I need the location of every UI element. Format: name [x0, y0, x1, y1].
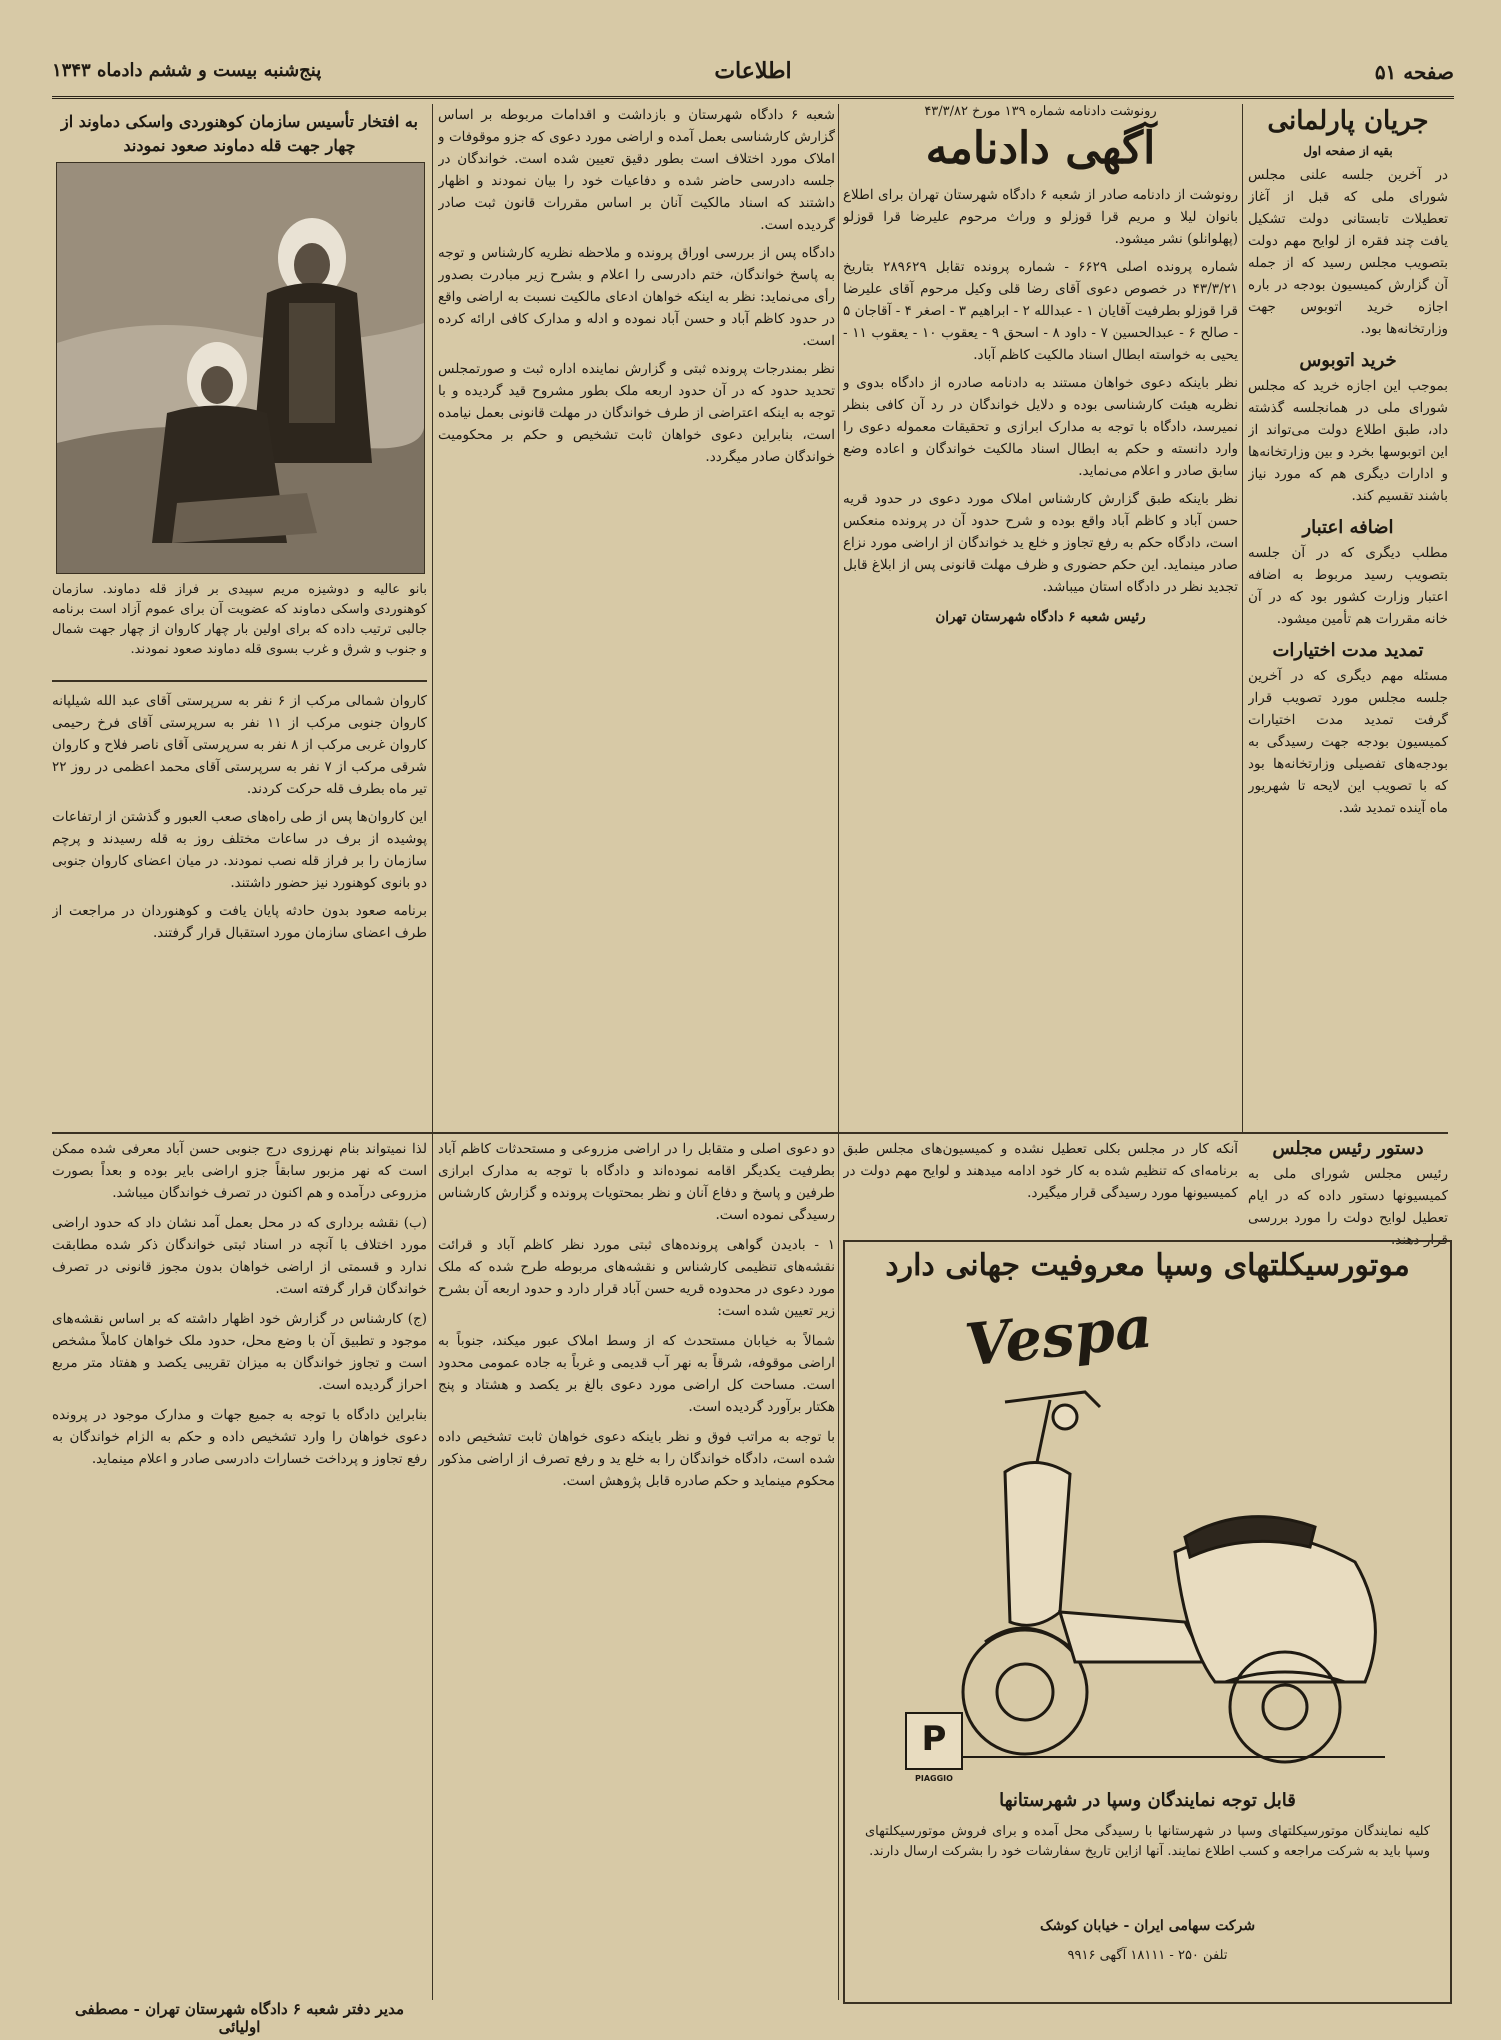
- court-paragraph: نظر بمندرجات پرونده ثبتی و گزارش نماینده اداره ثبت و صورتمجلس تحدید حدود که در آن حدود اربعه ملک بطور مشروح قید گردیده و با توجه به اینکه اعتراضی از طرف خواندگان در مهلت قانونی بعمل نیامده است، بنابراین دعوی خواهان ثابت تشخیص و حکم بر محکومیت خواندگان صادر میگردد.: [438, 361, 835, 465]
- column-rule: [838, 104, 839, 2000]
- ad-subheadline: قابل توجه نمایندگان وسپا در شهرستانها: [999, 1790, 1296, 1811]
- verdict-column: [52, 1138, 427, 1998]
- notice-paragraph: نظر باینکه دعوی خواهان مستند به دادنامه صادره از دادگاه بدوی و نظریه هیئت کارشناسی بوده و دلایل خواندگان در رد آن کافی بنظر نمیرسد، دادگاه با توجه به مدارک ابرازی و تحقیقات معموله دعوی را وارد دانسته و حکم به ابطال اسناد مالکیت خواندگان و اعاده وضع سابق صادر و اعلام می‌نماید.: [843, 375, 1238, 479]
- mountaineering-paragraph: برنامه صعود بدون حادثه پایان یافت و کوهنوردان در مراجعت از طرف اعضای سازمان مورد استقبال قرار گرفتند.: [52, 903, 427, 941]
- column-rule: [432, 104, 433, 2000]
- mountaineering-paragraph: کاروان شمالی مرکب از ۶ نفر به سرپرستی آقای عبد الله شیلپانه کاروان جنوبی مرکب از ۱۱ نفر به سرپرستی آقای فرخ رحیمی کاروان غربی مرکب از ۸ نفر به سرپرستی آقای ناصر فلاح و کاروان شرقی مرکب از ۷ نفر به سرپرستی آقای محمد اعظمی در روز ۲۲ تیر ماه بطرف قله حرکت کردند.: [52, 693, 427, 797]
- ad-company: شرکت سهامی ایران - خیابان کوشک: [1039, 1918, 1256, 1934]
- parliament-subhead: اضافه اعتبار: [1302, 517, 1394, 538]
- notice-paragraph: شماره پرونده اصلی ۶۶۲۹ - شماره پرونده تقابل ۲۸۹۶۲۹ بتاریخ ۴۳/۳/۲۱ در خصوص دعوی آقای رضا قلی وکیل مرحوم آقای علیرضا قرا قوزلو بطرفیت آقایان ۱ - عبدالله ۲ - ابراهیم ۳ - اصغر ۴ - آقاجان ۵ - صالح ۶ - عبدالحسین ۷ - داود ۸ - اسحق ۹ - یعقوب ۱۰ - یعقوب ۱۱ - یحیی به خواسته ابطال اسناد مالکیت کاظم آباد.: [843, 259, 1238, 363]
- parliament-headline: جریان پارلمانی: [1267, 106, 1429, 136]
- mountaineers-photo: [56, 162, 425, 574]
- verdict-paragraph: (ب) نقشه برداری که در محل بعمل آمد نشان داد که حدود اراضی مورد اختلاف با آنچه در اسناد ثبتی خواندگان ذکر شده مطابقت ندارد و قسمتی از اراضی خواهان بدون مجوز قانونی در تصرف خواندگان قرار گرفته است.: [52, 1215, 427, 1297]
- vespa-advertisement: [843, 1240, 1452, 2004]
- piaggio-wordmark: PIAGGIO: [915, 1774, 953, 1783]
- parliament-subhead: خرید اتوبوس: [1299, 350, 1397, 371]
- photo-illustration: [57, 163, 424, 573]
- column-rule: [1242, 104, 1243, 1132]
- assembly-note: [843, 1138, 1238, 1234]
- issue-date: پنج‌شنبه بیست و ششم دادماه ۱۳۴۳: [52, 60, 322, 81]
- verdict-paragraph: با توجه به مراتب فوق و نظر باینکه دعوی خواهان ثابت تشخیص داده شده است، دادگاه خواندگان را به خلع ید و رفع تصرف از اراضی مذکور محکوم مینماید و حکم صادره قابل پژوهش است.: [438, 1429, 835, 1489]
- parliament-paragraph: مسئله مهم دیگری که در آخرین جلسه مجلس مورد تصویب قرار گرفت تمدید مدت اختیارات کمیسیون بودجه جهت رسیدگی به بودجه‌های تفصیلی وزارتخانه‌ها بود که با تصویب این لایحه تا شهریور ماه آینده تمدید شد.: [1248, 668, 1448, 816]
- ad-headline: موتورسیکلتهای وسپا معروفیت جهانی دارد: [885, 1248, 1410, 1283]
- parliament-paragraph: مطلب دیگری که در آن جلسه بتصویب رسید مربوط به اضافه اعتبار وزارت کشور بود که در آن خانه مقررات هم تأمین میشود.: [1248, 545, 1448, 627]
- parliament-article: [1248, 104, 1448, 1128]
- court-paragraph: دادگاه پس از بررسی اوراق پرونده و ملاحظه نظریه کارشناس و توجه به پاسخ خواندگان، ختم دادرسی را اعلام و بشرح زیر مبادرت بصدور رأی می‌نماید: نظر به اینکه خواهان ادعای مالکیت نسبت به اراضی واقع در حدود کاظم آباد و حسن آباد نموده و ادله و مدارک کافی ارائه کرده است.: [438, 245, 835, 349]
- verdict-paragraph: دو دعوی اصلی و متقابل را در اراضی مزروعی و مستحدثات کاظم آباد بطرفیت یکدیگر اقامه نموده‌اند و دادگاه با توجه به مدارک ابرازی طرفین و پاسخ و دفاع آنان و نظر بمحتویات پرونده و گزارش کارشناس رسیدگی نموده است.: [438, 1141, 835, 1223]
- notice-paragraph: نظر باینکه طبق گزارش کارشناس املاک مورد دعوی در حدود قریه حسن آباد و کاظم آباد واقع بوده و شرح حدود آن در پرونده منعکس است، دادگاه حکم به رفع تجاوز و خلع ید خواندگان از اراضی مورد نزاع صادر مینماید. این حکم حضوری و ظرف مهلت قانونی پس از ابلاغ قابل تجدید نظر در دادگاه استان میباشد.: [843, 491, 1238, 595]
- verdict-paragraph: ۱ - بادیدن گواهی پرونده‌های ثبتی مورد نظر کاظم آباد و قرائت نقشه‌های تنظیمی کارشناس و نقشه‌های مربوطه طرح شده که ملک مورد دعوی در محدوده قریه حسن آباد قرار دارد و حدود اربعه آن بشرح زیر تعیین شده است:: [438, 1237, 835, 1319]
- paper-name: اطلاعات: [714, 58, 792, 84]
- court-paragraph: شعبه ۶ دادگاه شهرستان و بازداشت و اقدامات مربوطه بر اساس گزارش کارشناسی بعمل آمده و اراضی مورد دعوی که جزو موقوفات و املاک مورد اختلاف است بطور دقیق تعیین شده است. خواندگان در جلسه دادرسی حاضر شده و دفاعیات خود را بیان نمودند و اظهار داشتند که اسناد مالکیت آنان بر اساس مقررات قانون ثبت صادر گردیده است.: [438, 107, 835, 233]
- vespa-logo: Vespa: [961, 1292, 1156, 1380]
- verdict-column: [438, 1138, 835, 1998]
- piaggio-letter: P: [921, 1719, 947, 1759]
- assembly-paragraph: آنکه کار در مجلس بکلی تعطیل نشده و کمیسیون‌های مجلس طبق برنامه‌ای که تنظیم شده به کار خود ادامه میدهند و لوایح مهم دولت در کمیسیونها مورد رسیدگی قرار میگیرد.: [843, 1141, 1238, 1201]
- ad-body: کلیه نمایندگان موتورسیکلتهای وسپا در شهرستانها با رسیدگی محل آمده و برای فروش موتورسیکلتهای وسپا باید به شرکت مراجعه و کسب اطلاع نمایند. آنها ازاین تاریخ سفارشات خود را بشرکت ارسال دارند.: [865, 1824, 1430, 1859]
- section-rule: [52, 1132, 1448, 1134]
- notice-paragraph: رونوشت از دادنامه صادر از شعبه ۶ دادگاه شهرستان تهران برای اطلاع بانوان لیلا و مریم قرا قوزلو و وراث مرحوم علیرضا قرا قوزلو (پهلوانلو) نشر میشود.: [843, 187, 1238, 247]
- scooter-illustration: [885, 1362, 1405, 1782]
- parliament-paragraph: در آخرین جلسه علنی مجلس شورای ملی که قبل از آغاز تعطیلات تابستانی دولت تشکیل یافت چند فقره از لوایح مهم دولت بتصویب مجلس رسید که از جمله آن گزارش کمیسیون بودجه در باره اجازه خرید اتوبوس جهت وزارتخانه‌ها بود.: [1248, 167, 1448, 337]
- mountaineering-article: [52, 690, 427, 1120]
- piaggio-logo: [905, 1712, 963, 1783]
- notice-reference: رونوشت دادنامه شماره ۱۳۹ مورخ ۴۳/۳/۸۲: [924, 104, 1157, 119]
- assembly-paragraph: رئیس مجلس شورای ملی به کمیسیونها دستور داده که در ایام تعطیل لوایح دولت را مورد بررسی قرار دهند.: [1248, 1166, 1448, 1248]
- mountaineering-paragraph: این کاروان‌ها پس از طی راه‌های صعب العبور و گذشتن از ارتفاعات پوشیده از برف در ساعات مختلف روز به قله رسیدند و پرچم سازمان را بر فراز قله نصب نمودند. در میان اعضای کاروان جنوبی دو بانوی کوهنورد نیز حضور داشتند.: [52, 809, 427, 891]
- parliament-paragraph: بموجب این اجازه خرید که مجلس شورای ملی در همانجلسه گذشته داد، طبق اطلاع دولت می‌تواند از این اتوبوسها بخرد و بین وزارتخانه‌ها و ادارات دیگری هم که مورد نیاز باشند تقسیم کند.: [1248, 378, 1448, 504]
- continuation-note: بقیه از صفحه اول: [1303, 144, 1393, 158]
- photo-story: [52, 110, 427, 670]
- verdict-paragraph: (ج) کارشناس در گزارش خود اظهار داشته که بر اساس نقشه‌های موجود و تطبیق آن با وضع محل، حدود ملک خواهان کاملاً مشخص است و تجاوز خواندگان به میزان تقریبی یکصد و هفتاد متر مربع احراز گردیده است.: [52, 1311, 427, 1393]
- court-notice: [843, 104, 1238, 1128]
- parliament-subhead: تمدید مدت اختیارات: [1272, 640, 1424, 661]
- assembly-subhead: دستور رئیس مجلس: [1272, 1138, 1424, 1159]
- page-number: صفحه ۵۱: [1374, 60, 1454, 84]
- verdict-paragraph: شمالاً به خیابان مستحدث که از وسط املاک عبور میکند، جنوباً به اراضی موقوفه، شرقاً به نهر آب قدیمی و غرباً به جاده عمومی محدود است. مساحت کل اراضی مورد دعوی بالغ بر یکصد و هشتاد و پنج هکتار برآورد گردیده است.: [438, 1333, 835, 1415]
- court-text-column: [438, 104, 835, 1128]
- masthead: [52, 52, 1454, 99]
- notice-signoff: رئیس شعبه ۶ دادگاه شهرستان تهران: [935, 609, 1146, 625]
- verdict-paragraph: بنابراین دادگاه با توجه به جمیع جهات و مدارک موجود در پرونده دعوی خواهان را وارد تشخیص داده و حکم به الزام خواندگان به رفع تجاوز و پرداخت خسارات دادرسی صادر و اعلام مینماید.: [52, 1407, 427, 1467]
- photo-caption: بانو عالیه و دوشیزه مریم سپیدی بر فراز قله دماوند. سازمان کوهنوردی واسکی دماوند که عضویت آن برای عموم آزاد است برنامه جالبی ترتیب داده که برای اولین بار چهار کاروان از چهار جهت شمال و جنوب و شرق و غرب بسوی قله دماوند صعود نمودند.: [52, 582, 427, 657]
- section-rule: [52, 680, 427, 682]
- ad-phones: تلفن ۲۵۰ - ۱۸۱۱۱ آگهی ۹۹۱۶: [1067, 1948, 1228, 1963]
- photo-headline: به افتخار تأسیس سازمان کوهنوردی واسکی دماوند از چهار جهت قله دماوند صعود نمودند: [61, 112, 418, 155]
- verdict-paragraph: لذا نمیتواند بنام نهرزوی درج جنوبی حسن آباد معرفی شده ممکن است که نهر مزبور سابقاً جزو اراضی بایر بوده و بعداً بصورت مزروعی درآمده و هم اکنون در تصرف خواندگان میباشد.: [52, 1141, 427, 1201]
- clerk-signature: مدیر دفتر شعبه ۶ دادگاه شهرستان تهران - مصطفی اولیائی: [75, 2000, 404, 2036]
- notice-headline: آگهی دادنامه: [925, 123, 1156, 174]
